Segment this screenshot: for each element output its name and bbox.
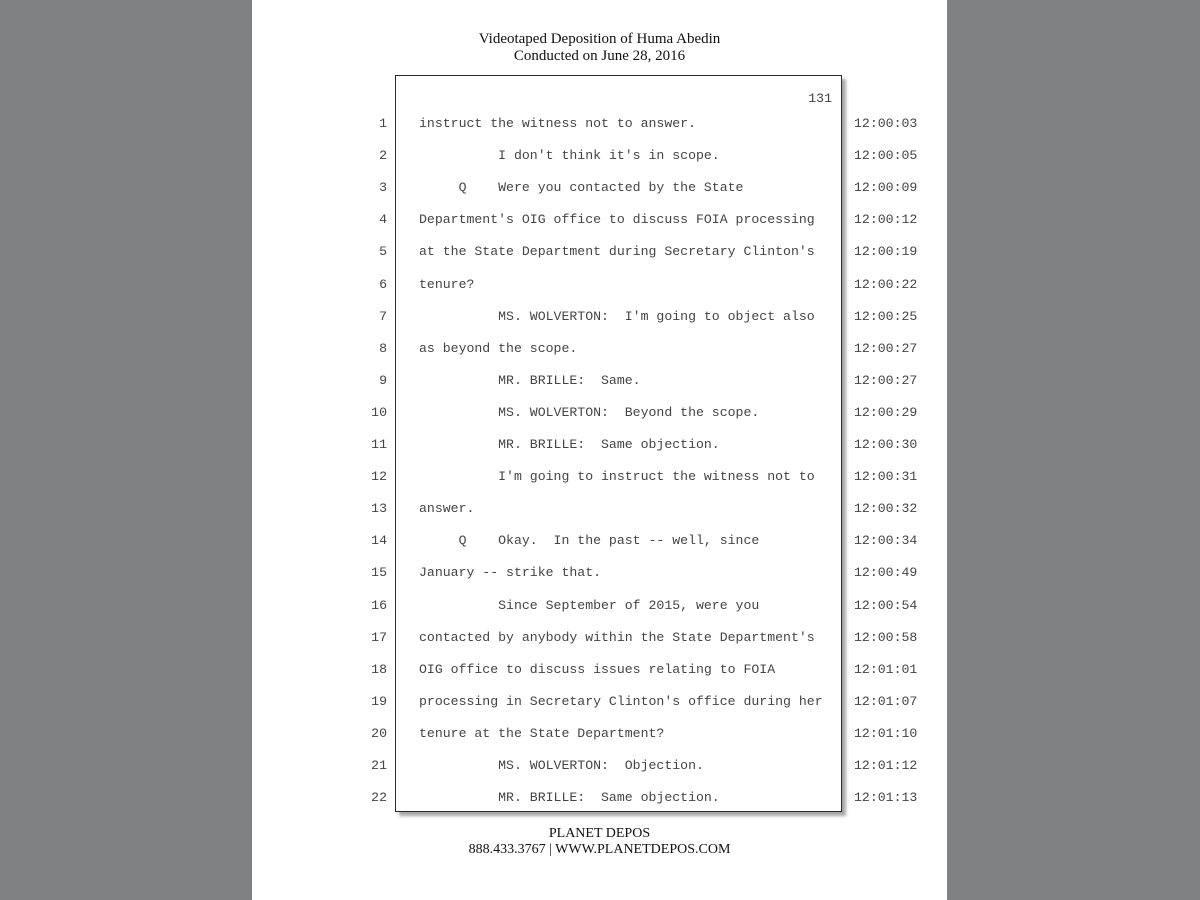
line-text: Department's OIG office to discuss FOIA processing bbox=[419, 212, 815, 228]
line-timestamp: 12:00:58 bbox=[854, 629, 918, 645]
line-timestamp: 12:00:29 bbox=[854, 404, 918, 420]
line-text: MR. BRILLE: Same objection. bbox=[419, 437, 720, 452]
line-number: 4 bbox=[379, 212, 387, 228]
line-text: Since September of 2015, were you bbox=[419, 597, 760, 613]
transcript-line bbox=[252, 373, 947, 393]
page-footer bbox=[252, 826, 947, 858]
line-text: MR. BRILLE: Same objection. bbox=[419, 790, 720, 806]
transcript-line bbox=[252, 598, 947, 618]
transcript-line bbox=[252, 116, 947, 136]
line-text: instruct the witness not to answer. bbox=[419, 116, 696, 131]
line-timestamp: 12:01:13 bbox=[854, 790, 918, 806]
line-number: 16 bbox=[371, 597, 387, 613]
line-text: Q Were you contacted by the State bbox=[419, 180, 744, 196]
line-timestamp: 12:00:32 bbox=[854, 501, 918, 517]
transcript-line bbox=[252, 180, 947, 200]
transcript-line bbox=[252, 437, 947, 457]
line-text: Q Okay. In the past -- well, since bbox=[419, 533, 760, 549]
line-timestamp: 12:00:31 bbox=[854, 469, 918, 485]
line-timestamp: 12:00:22 bbox=[854, 276, 918, 292]
line-number: 12 bbox=[371, 469, 387, 485]
line-timestamp: 12:00:27 bbox=[854, 340, 918, 356]
transcript-line bbox=[252, 212, 947, 232]
transcript-line bbox=[252, 405, 947, 425]
line-number: 21 bbox=[371, 758, 387, 773]
line-number: 5 bbox=[379, 244, 387, 260]
line-number: 20 bbox=[371, 725, 387, 741]
line-number: 17 bbox=[371, 629, 387, 645]
footer-contact: 888.433.3767 | WWW.PLANETDEPOS.COM bbox=[468, 842, 731, 857]
transcript-line bbox=[252, 662, 947, 682]
line-number: 6 bbox=[379, 276, 387, 292]
transcript-line bbox=[252, 758, 947, 778]
line-text: OIG office to discuss issues relating to FOIA bbox=[419, 661, 776, 677]
line-number: 8 bbox=[379, 340, 387, 356]
line-text: MS. WOLVERTON: I'm going to object also bbox=[419, 308, 815, 324]
line-timestamp: 12:00:30 bbox=[854, 437, 918, 452]
line-number: 9 bbox=[379, 372, 387, 388]
line-timestamp: 12:00:19 bbox=[854, 244, 918, 260]
line-number: 14 bbox=[371, 533, 387, 549]
line-timestamp: 12:00:03 bbox=[854, 116, 918, 131]
line-timestamp: 12:00:05 bbox=[854, 148, 918, 164]
deposition-title: Videotaped Deposition of Huma Abedin bbox=[478, 31, 721, 47]
transcript-line bbox=[252, 533, 947, 553]
line-text: tenure? bbox=[419, 276, 475, 292]
transcript-line bbox=[252, 694, 947, 714]
page-number: 131 bbox=[808, 91, 832, 106]
line-text: I'm going to instruct the witness not to bbox=[419, 469, 815, 485]
transcript-line bbox=[252, 148, 947, 168]
transcript-line bbox=[252, 341, 947, 361]
document-page bbox=[252, 0, 947, 900]
line-number: 2 bbox=[379, 148, 387, 164]
line-number: 19 bbox=[371, 693, 387, 709]
line-text: January -- strike that. bbox=[419, 565, 602, 581]
transcript-line bbox=[252, 244, 947, 264]
footer-company: PLANET DEPOS bbox=[548, 826, 651, 841]
line-text: tenure at the State Department? bbox=[419, 725, 665, 741]
line-number: 11 bbox=[371, 437, 387, 452]
transcript-line bbox=[252, 309, 947, 329]
transcript-line bbox=[252, 565, 947, 585]
line-number: 10 bbox=[371, 404, 387, 420]
line-number: 7 bbox=[379, 308, 387, 324]
line-text: as beyond the scope. bbox=[419, 340, 578, 356]
line-timestamp: 12:01:01 bbox=[854, 661, 918, 677]
line-timestamp: 12:00:34 bbox=[854, 533, 918, 549]
transcript-line bbox=[252, 469, 947, 489]
transcript-line bbox=[252, 630, 947, 650]
line-text: answer. bbox=[419, 501, 475, 517]
line-number: 13 bbox=[371, 501, 387, 517]
page-header bbox=[252, 31, 947, 65]
line-number: 1 bbox=[379, 116, 387, 131]
line-text: I don't think it's in scope. bbox=[419, 148, 720, 164]
line-timestamp: 12:00:09 bbox=[854, 180, 918, 196]
line-number: 3 bbox=[379, 180, 387, 196]
transcript-line bbox=[252, 790, 947, 810]
transcript-line bbox=[252, 277, 947, 297]
line-text: MS. WOLVERTON: Beyond the scope. bbox=[419, 404, 760, 420]
line-timestamp: 12:01:10 bbox=[854, 725, 918, 741]
line-text: MS. WOLVERTON: Objection. bbox=[419, 758, 704, 773]
line-timestamp: 12:01:12 bbox=[854, 758, 918, 773]
line-timestamp: 12:00:27 bbox=[854, 372, 918, 388]
line-text: processing in Secretary Clinton's office during her bbox=[419, 693, 823, 709]
line-text: contacted by anybody within the State Department's bbox=[419, 629, 815, 645]
line-timestamp: 12:01:07 bbox=[854, 693, 918, 709]
line-number: 18 bbox=[371, 661, 387, 677]
line-text: at the State Department during Secretary Clinton's bbox=[419, 244, 815, 260]
line-text: MR. BRILLE: Same. bbox=[419, 372, 641, 388]
transcript-line bbox=[252, 726, 947, 746]
line-number: 22 bbox=[371, 790, 387, 806]
transcript-line bbox=[252, 501, 947, 521]
line-number: 15 bbox=[371, 565, 387, 581]
deposition-date: Conducted on June 28, 2016 bbox=[513, 48, 686, 64]
line-timestamp: 12:00:25 bbox=[854, 308, 918, 324]
line-timestamp: 12:00:12 bbox=[854, 212, 918, 228]
line-timestamp: 12:00:54 bbox=[854, 597, 918, 613]
line-timestamp: 12:00:49 bbox=[854, 565, 918, 581]
